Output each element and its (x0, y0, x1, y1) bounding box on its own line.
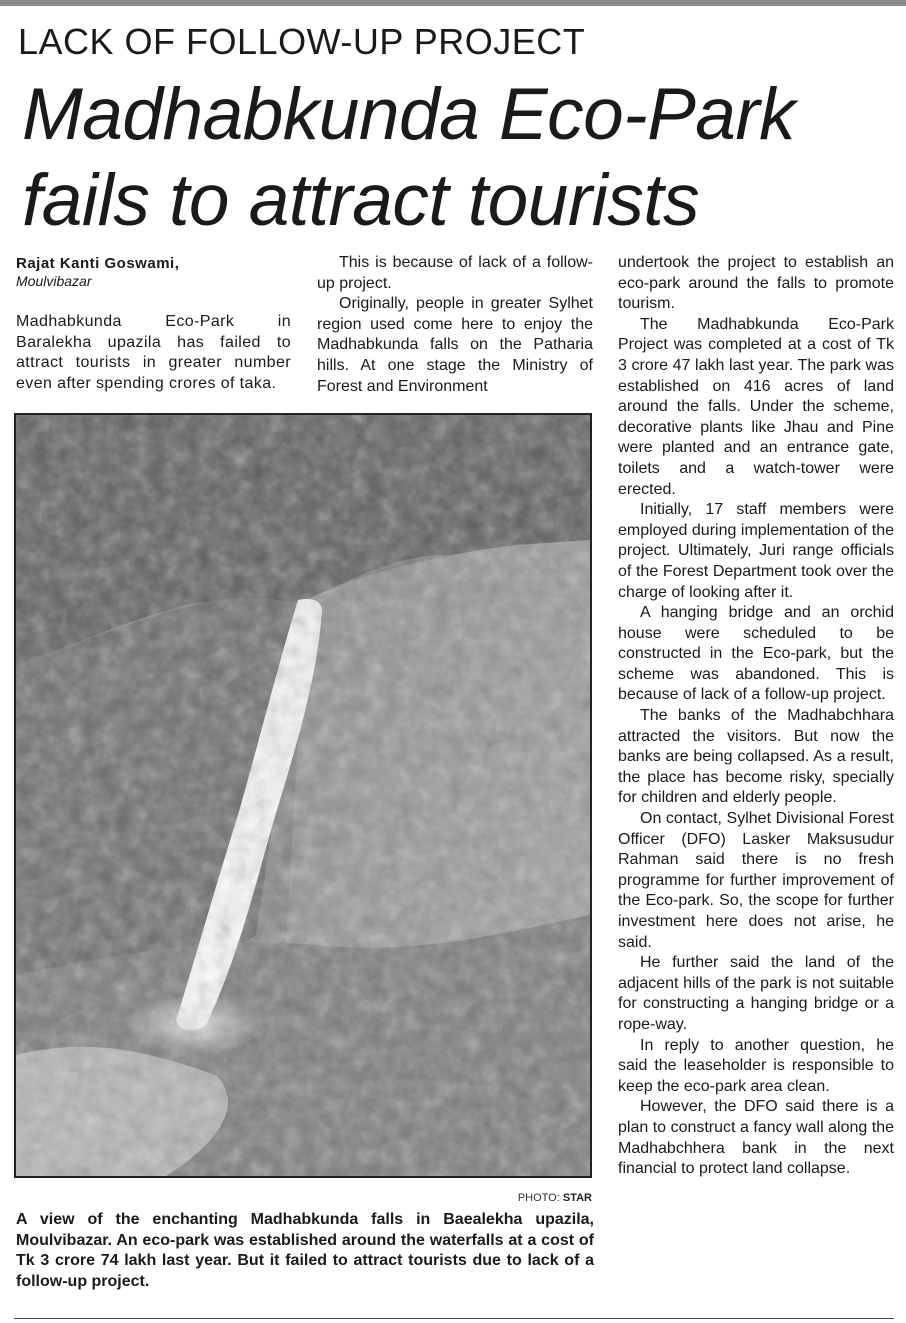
photo-credit (440, 1191, 592, 1205)
photo-credit-label: PHOTO: (517, 1192, 560, 1204)
top-rule (0, 0, 906, 6)
column-2 (317, 253, 593, 397)
body-paragraph: On contact, Sylhet Divisional Forest Officer (DFO) Lasker Maksusudur Rahman said there is no fresh programme for further improvement of the Eco-park. So, the scope for further investment here does not arise, he said. (618, 810, 894, 951)
body-paragraph: However, the DFO said there is a plan to construct a fancy wall along the Madhabchhera bank in the next financial to protect land collapse. (618, 1098, 894, 1178)
column-1 (16, 312, 291, 394)
body-paragraph: This is because of lack of a follow-up project. (317, 254, 593, 292)
bottom-rule (14, 1318, 894, 1319)
waterfall-illustration (16, 415, 590, 1176)
body-paragraph: Initially, 17 staff members were employed during implementation of the project. Ultimately, Juri range officials of the Forest Department took over the charge of looking after it. (618, 501, 894, 601)
article-headline (22, 72, 795, 244)
photo-credit-source: STAR (562, 1192, 592, 1204)
body-paragraph: He further said the land of the adjacent hills of the park is not suitable for constructing a hanging bridge or a rope-way. (618, 954, 894, 1033)
waterfall-photo (14, 413, 592, 1178)
body-paragraph: The banks of the Madhabchhara attracted the visitors. But now the banks are being collapsed. As a result, the place has become risky, specially for children and elderly people. (618, 707, 894, 807)
byline: Rajat Kanti Goswami, (16, 255, 180, 272)
lead-paragraph: Madhabkunda Eco-Park in Baralekha upazila has failed to attract tourists in greater number even after spending crores of taka. (16, 313, 291, 392)
body-paragraph: undertook the project to establish an eco-park around the falls to promote tourism. (618, 254, 894, 313)
photo-caption: A view of the enchanting Madhabkunda falls in Baealekha upazila, Moulvibazar. An eco-park was established around the waterfalls at a cost of Tk 3 crore 74 lakh last year. But it failed to attract tourists due to lack of a follow-up project. (16, 1211, 594, 1290)
body-paragraph: The Madhabkunda Eco-Park Project was completed at a cost of Tk 3 crore 47 lakh last year. The park was established on 416 acres of land around the falls. Under the scheme, decorative plants like Jhau and Pine were planted and an entrance gate, toilets and a watch-tower were erected. (618, 315, 894, 498)
body-paragraph: In reply to another question, he said the leaseholder is responsible to keep the eco-park area clean. (618, 1036, 894, 1095)
column-3 (618, 253, 894, 1180)
headline-line-1: Madhabkunda Eco-Park (22, 74, 796, 155)
body-paragraph: Originally, people in greater Sylhet region used come here to enjoy the Madhabkunda falls on the Patharia hills. At one stage the Ministry of Forest and Environment (317, 295, 593, 395)
headline-line-2: fails to attract tourists (22, 160, 700, 241)
article-kicker: LACK OF FOLLOW-UP PROJECT (18, 21, 586, 62)
body-paragraph: A hanging bridge and an orchid house were scheduled to be constructed in the Eco-park, but the scheme was abandoned. This is because of lack of a follow-up project. (618, 604, 894, 704)
dateline: Moulvibazar (16, 273, 92, 289)
